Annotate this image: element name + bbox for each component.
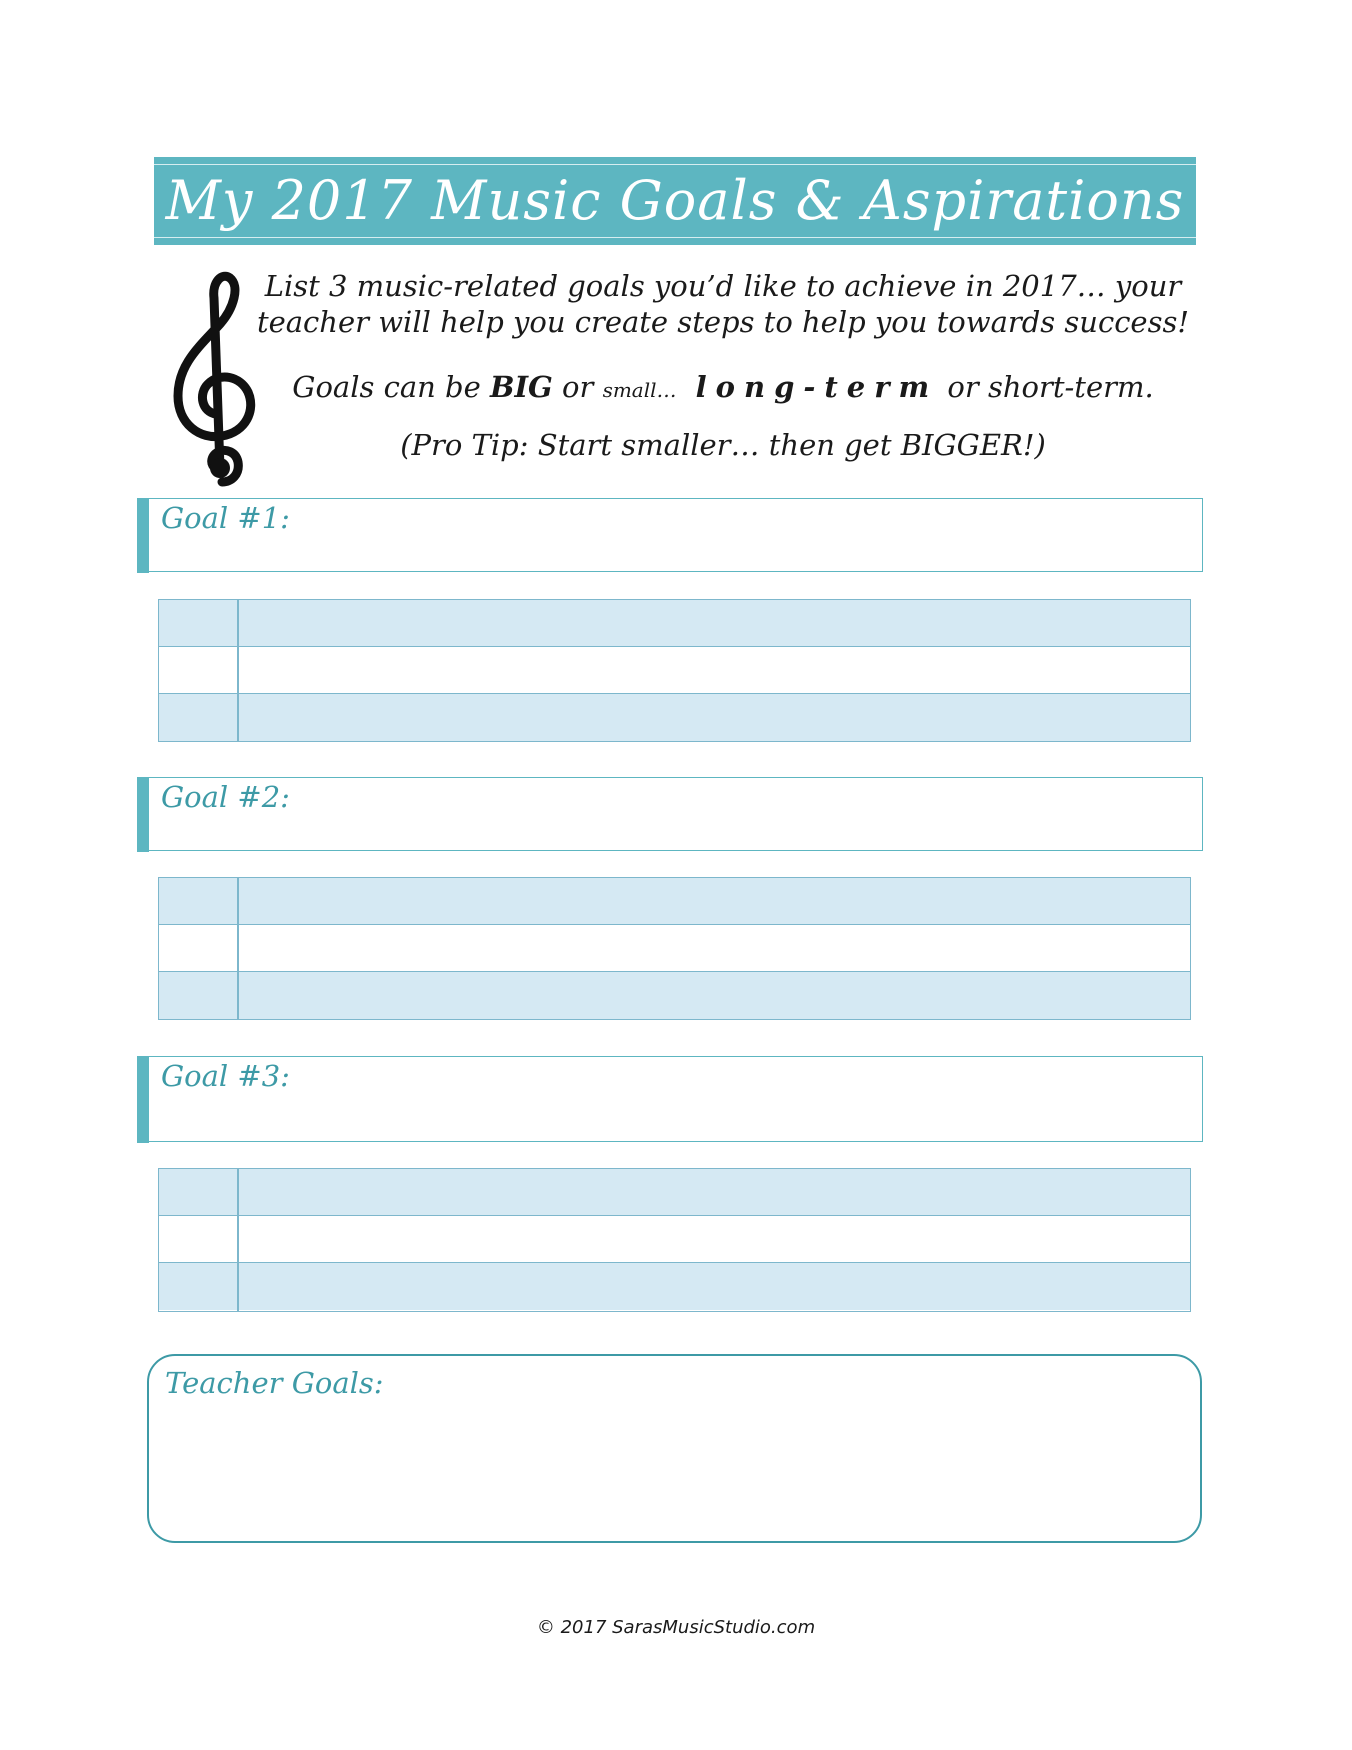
goal-3-label: Goal #3:	[161, 1059, 290, 1093]
teacher-goals-label: Teacher Goals:	[165, 1366, 384, 1400]
title-banner	[154, 157, 1196, 245]
step-row[interactable]	[159, 694, 1190, 741]
intro-text	[250, 268, 1196, 340]
big-word: BIG	[489, 370, 553, 404]
step-row[interactable]	[159, 972, 1190, 1019]
step-row[interactable]	[159, 600, 1190, 647]
goal-1-label: Goal #1:	[161, 501, 290, 535]
teacher-goals-box[interactable]	[147, 1354, 1202, 1543]
page-title: My 2017 Music Goals & Aspirations	[165, 169, 1185, 232]
step-row[interactable]	[159, 925, 1190, 972]
intro-line-2: teacher will help you create steps to help you towards success!	[256, 305, 1190, 339]
intro-line-1: List 3 music-related goals you’d like to achieve in 2017… your	[264, 269, 1182, 303]
goal-2-steps-table	[158, 877, 1191, 1020]
pro-tip: (Pro Tip: Start smaller… then get BIGGER!)	[400, 428, 1046, 462]
copyright-footer: © 2017 SarasMusicStudio.com	[536, 1617, 816, 1638]
long-term-word: long-term	[676, 370, 939, 404]
goal-1-steps-table	[158, 599, 1191, 742]
goals-description	[250, 370, 1196, 404]
goal-2-label: Goal #2:	[161, 780, 290, 814]
step-row[interactable]	[159, 878, 1190, 925]
goal-3-steps-table	[158, 1168, 1191, 1312]
step-row[interactable]	[159, 1169, 1190, 1216]
step-row[interactable]	[159, 1263, 1190, 1310]
small-word: small…	[602, 378, 677, 402]
goal-1-box[interactable]	[137, 498, 1203, 572]
or-word: or	[552, 370, 603, 404]
goal-3-box[interactable]	[137, 1056, 1203, 1142]
short-term-text: or short-term.	[938, 370, 1154, 404]
step-row[interactable]	[159, 1216, 1190, 1263]
step-row[interactable]	[159, 647, 1190, 694]
goals-prefix: Goals can be	[292, 370, 490, 404]
goal-2-box[interactable]	[137, 777, 1203, 851]
